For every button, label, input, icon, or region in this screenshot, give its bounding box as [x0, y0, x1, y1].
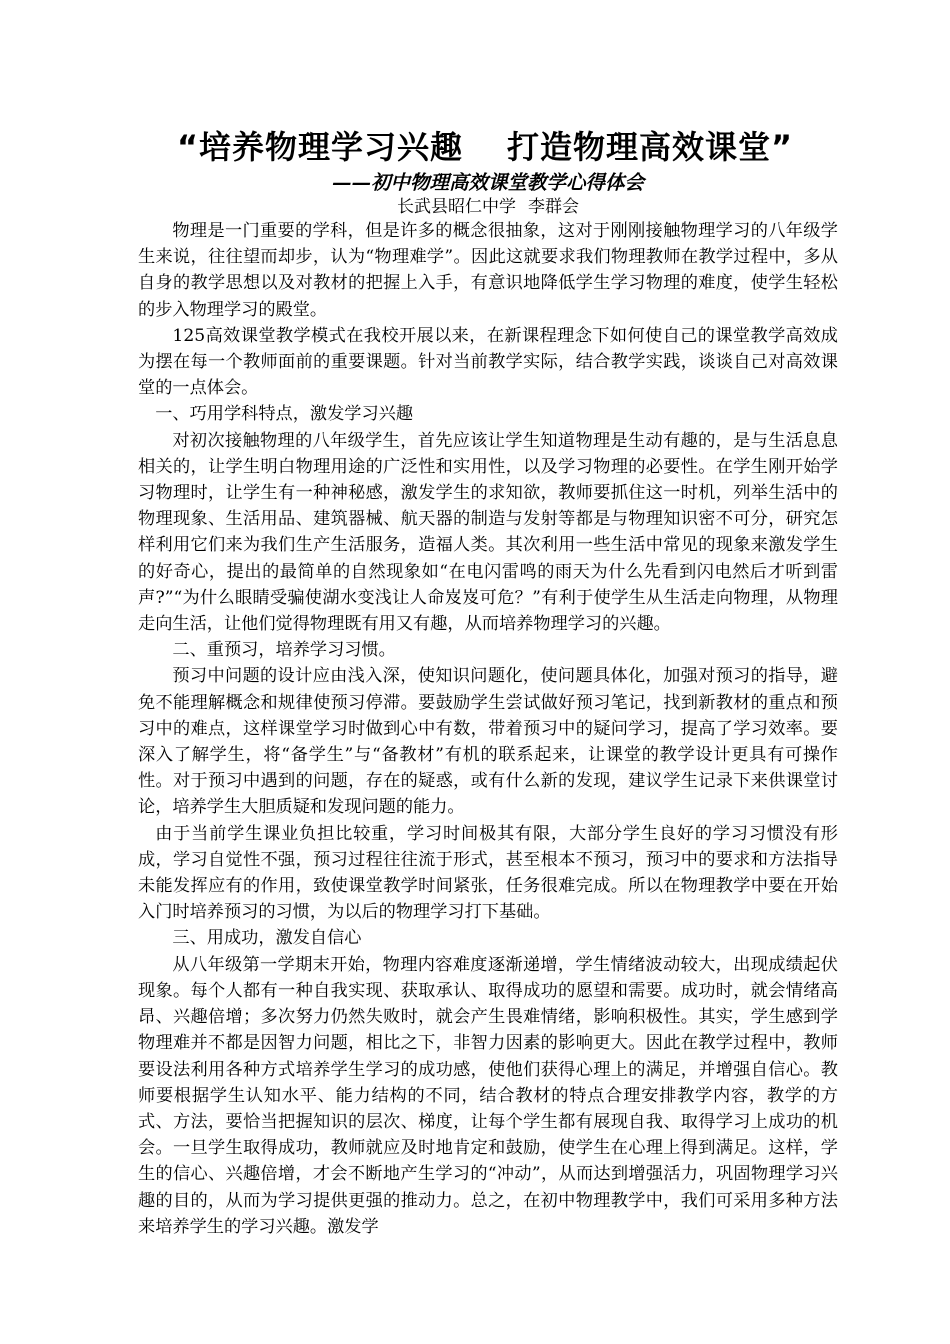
- author-line: [138, 196, 838, 218]
- paragraph-section-3: 从八年级第一学期末开始，物理内容难度逐渐递增，学生情绪波动较大，出现成绩起伏现象。每个人都有一种自我实现、获取承认、取得成功的愿望和需要。成功时，就会情绪高昂、兴趣倍增；多次努力仍然失败时，就会产生畏难情绪，影响积极性。其实，学生感到学物理难并不都是因智力问题，相比之下，非智力因素的影响更大。因此在教学过程中，教师要设法利用各种方式培养学生学习的成功感，使他们获得心理上的满足，并增强自信心。教师要根据学生认知水平、能力结构的不同，结合教材的特点合理安排教学内容，教学的方式、方法，要恰当把握知识的层次、梯度，让每个学生都有展现自我、取得学习上成功的机会。一旦学生取得成功，教师就应及时地肯定和鼓励，使学生在心理上得到满足。这样，学生的信心、兴趣倍增，才会不断地产生学习的“冲动”，从而达到增强活力，巩固物理学习兴趣的目的，从而为学习提供更强的推动力。总之，在初中物理教学中，我们可采用多种方法来培养学生的学习兴趣。激发学: [138, 954, 838, 1237]
- title-part-2: 打造物理高效课堂”: [507, 128, 794, 166]
- document-page: [138, 126, 838, 1240]
- document-subtitle: ——初中物理高效课堂教学心得体会: [331, 171, 644, 194]
- section-heading-3: 三、用成功，激发自信心: [172, 928, 362, 949]
- paragraph-background: 125高效课堂教学模式在我校开展以来，在新课程理念下如何使自己的课堂教学高效成为摆在每一个教师面前的重要课题。针对当前教学实际，结合教学实践，谈谈自己对高效课堂的一点体会。: [138, 325, 838, 399]
- document-title: [132, 126, 838, 168]
- author-school: 长武县昭仁中学: [397, 197, 516, 217]
- paragraph-section-1: 对初次接触物理的八年级学生，首先应该让学生知道物理是生动有趣的，是与生活息息相关的，让学生明白物理用途的广泛性和实用性，以及学习物理的必要性。在学生刚开始学习物理时，让学生有一种神秘感，激发学生的求知欲，教师要抓住这一时机，列举生活中的物理现象、生活用品、建筑器械、航天器的制造与发射等都是与物理知识密不可分，研究怎样利用它们来为我们生产生活服务，造福人类。其次利用一些生活中常见的现象来激发学生的好奇心，提出的最简单的自然现象如“在电闪雷鸣的雨天为什么先看到闪电然后才听到雷声?”“为什么眼睛受骗使湖水变浅让人命岌岌可危？”有利于使学生从生活走向物理，从物理走向生活，让他们觉得物理既有用又有趣，从而培养物理学习的兴趣。: [138, 430, 838, 635]
- paragraph-section-2a: 预习中问题的设计应由浅入深，使知识问题化，使问题具体化，加强对预习的指导，避免不能理解概念和规律使预习停滞。要鼓励学生尝试做好预习笔记，找到新教材的重点和预习中的难点，这样课堂学习时做到心中有数，带着预习中的疑问学习，提高了学习效率。要深入了解学生，将“备学生”与“备教材”有机的联系起来，让课堂的教学设计更具有可操作性。对于预习中遇到的问题，存在的疑惑，或有什么新的发现，建议学生记录下来供课堂讨论，培养学生大胆质疑和发现问题的能力。: [138, 666, 838, 818]
- author-name: 李群会: [528, 197, 579, 217]
- title-part-1: “培养物理学习兴趣: [176, 128, 463, 166]
- section-heading-1: 一、巧用学科特点，激发学习兴趣: [155, 404, 414, 425]
- paragraph-section-2b: 由于当前学生课业负担比较重，学习时间极其有限，大部分学生良好的学习习惯没有形成，学习自觉性不强，预习过程往往流于形式，甚至根本不预习，预习中的要求和方法指导未能发挥应有的作用，致使课堂教学时间紧张，任务很难完成。所以在物理教学中要在开始入门时培养预习的习惯，为以后的物理学习打下基础。: [138, 823, 838, 923]
- paragraph-intro: 物理是一门重要的学科，但是许多的概念很抽象，这对于刚刚接触物理学习的八年级学生来说，往往望而却步，认为“物理难学”。因此这就要求我们物理教师在教学过程中，多从自身的教学思想以及对教材的把握上入手，有意识地降低学生学习物理的难度，使学生轻松的步入物理学习的殿堂。: [138, 221, 838, 320]
- section-heading-2: 二、重预习，培养学习习惯。: [172, 640, 396, 661]
